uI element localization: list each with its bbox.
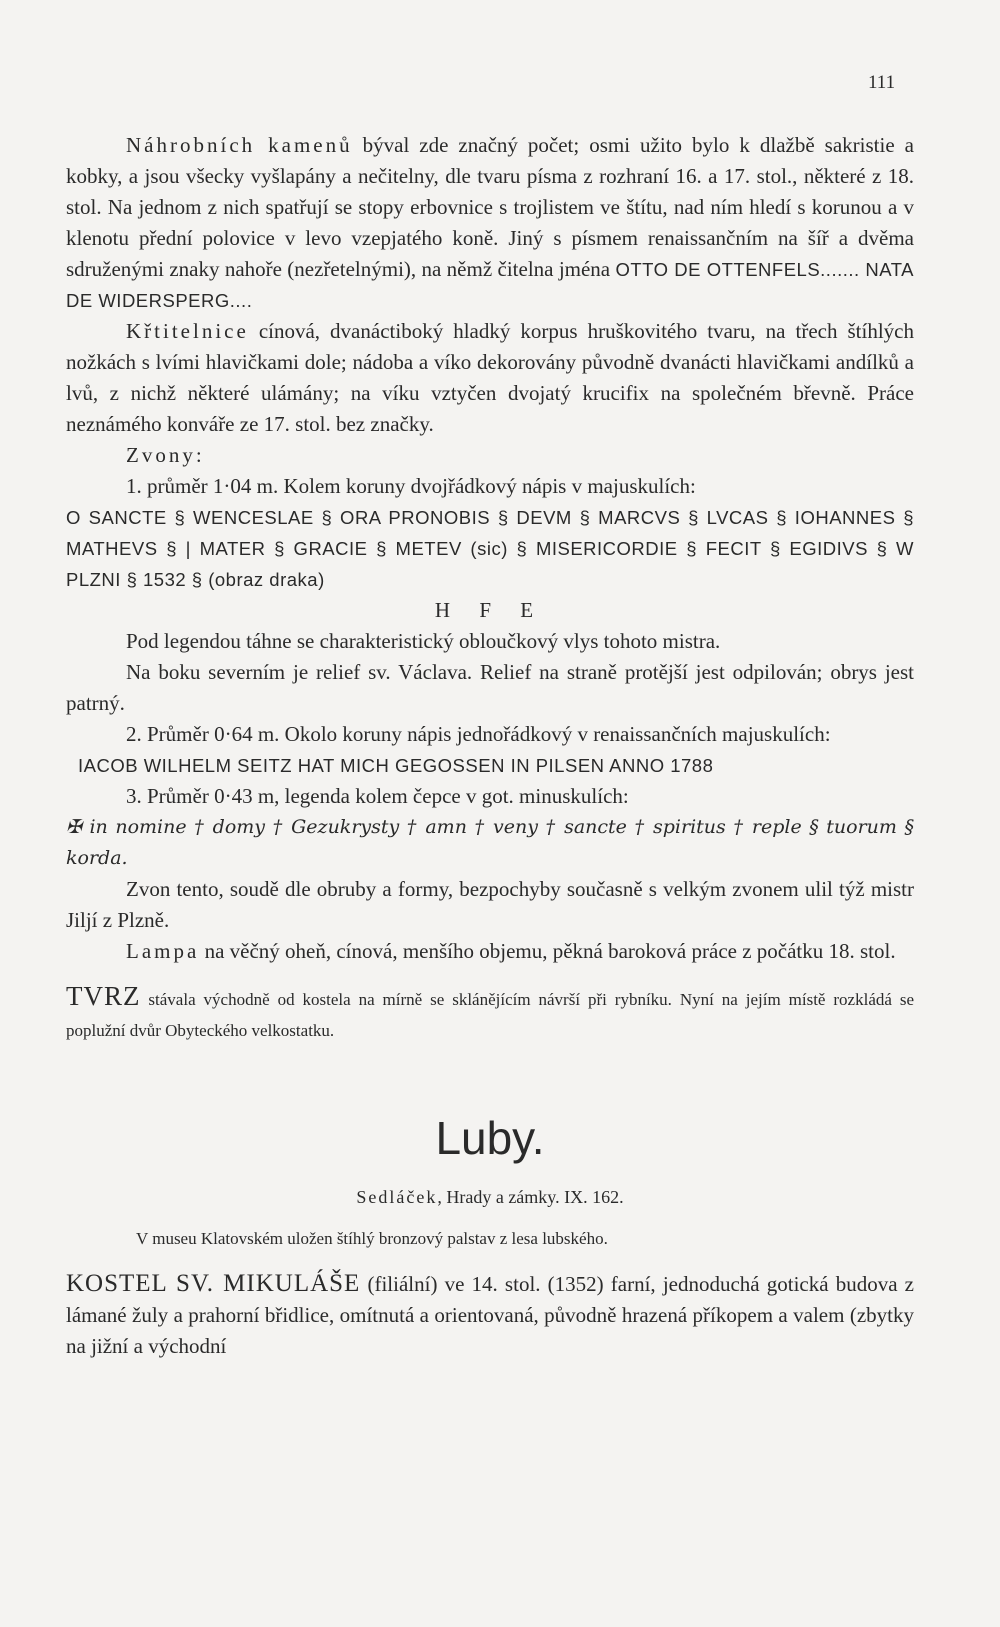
source-citation <box>66 1182 914 1213</box>
lamp-text: na věčný oheň, cínová, menšího objemu, pěkná baroková práce z počátku 18. stol. <box>199 939 896 963</box>
bell-2-inscription: IACOB WILHELM SEITZ HAT MICH GEGOSSEN IN PILSEN ANNO 1788 <box>78 755 714 776</box>
relief-note: Na boku severním je relief sv. Václava. Relief na straně protější jest odpilován; obrys jest patrný. <box>66 660 914 715</box>
lead-term-tombstones: Náhrobních kamenů <box>126 133 353 157</box>
body-text <box>66 130 914 1362</box>
bells-heading: Zvony: <box>126 443 205 467</box>
bell-3-note: Zvon tento, soudě dle obruby a formy, bezpochyby současně s velkým zvonem ulil týž mistr Jiljí z Plzně. <box>66 877 914 932</box>
source-author: Sedláček <box>356 1187 438 1207</box>
paragraph-church <box>66 1268 914 1362</box>
tombstone-names: OTTO DE OTTENFELS....... NATA DE WIDERSPERG.... <box>66 259 914 311</box>
paragraph-font <box>66 316 914 440</box>
paragraph-fortress <box>66 981 914 1046</box>
bell-3-desc: 3. Průměr 0·43 m, legenda kolem čepce v got. minuskulích: <box>126 784 629 808</box>
font-text: cínová, dvanáctiboký hladký korpus hruškovitého tvaru, na třech štíhlých nožkách s lvími hlavičkami dole; nádoba a víko dekorovány původně dvanácti hlavičkami andílků a lvů, z nichž některé ulámány; na víku vztyčen dvojatý krucifix na společném břevně. Práce neznámého konváře ze 17. stol. bez značky. <box>66 319 914 436</box>
bell-2-desc: 2. Průměr 0·64 m. Okolo koruny nápis jednořádkový v renaissančních majuskulích: <box>126 722 831 746</box>
section-title: Luby. <box>435 1112 545 1164</box>
lead-term-font: Křtitelnice <box>126 319 249 343</box>
paragraph-tombstones <box>66 130 914 316</box>
church-text: (filiální) ve 14. stol. (1352) farní, jednoduchá gotická budova z lámané žuly a prahorní břidlice, omítnutá a orientovaná, původně hrazená příkopem a valem (zbytky na jižní a východní <box>66 1272 914 1358</box>
page-number: 111 <box>868 72 896 93</box>
lead-term-lamp: Lampa <box>126 939 200 963</box>
paragraph-lamp <box>66 936 914 967</box>
church-heading: KOSTEL SV. MIKULÁŠE <box>66 1270 361 1297</box>
bell-1-inscription: O SANCTE § WENCESLAE § ORA PRONOBIS § DEVM § MARCVS § LVCAS § IOHANNES § MATHEVS § | MATER § GRACIE § METEV (sic) § MISERICORDIE § FECIT § EGIDIVS § W PLZNI § 1532 § (obraz draka) <box>66 507 914 590</box>
fortress-text: stávala východně od kostela na mírně se sklánějícím návrší při rybníku. Nyní na jejím místě rozkládá se poplužní dvůr Obyteckého velkostatku. <box>66 990 914 1040</box>
source-rest: , Hrady a zámky. IX. 162. <box>437 1187 624 1207</box>
fortress-heading: TVRZ <box>66 981 141 1011</box>
bell-1-desc: 1. průměr 1·04 m. Kolem koruny dvojřádkový nápis v majuskulích: <box>126 474 696 498</box>
tombstones-text: býval zde značný počet; osmi užito bylo k dlažbě sakristie a kobky, a jsou všecky vyšlapány a nečitelny, dle tvaru písma z rozhraní 16. a 17. stol., některé z 18. stol. Na jednom z nich spatřují se stopy erbovnice s trojlistem ve štítu, nad ním hledí s korunou a v klenotu přední polovice v levo vzepjatého koně. Jiný s písmem renaissančním na šíř a dvěma sdruženými znaky nahoře (nezřetelnými), na němž čitelna jména <box>66 133 914 281</box>
bell-1-initials: H F E <box>434 598 546 622</box>
museum-note: V museu Klatovském uložen štíhlý bronzový palstav z lesa lubského. <box>136 1229 608 1248</box>
legend-note: Pod legendou táhne se charakteristický obloučkový vlys tohoto mistra. <box>126 629 721 653</box>
bell-3-inscription: ✠ in nomine † domy † Gezukrysty † amn † veny † sancte † spiritus † reple § tuorum § korda. <box>66 816 914 869</box>
